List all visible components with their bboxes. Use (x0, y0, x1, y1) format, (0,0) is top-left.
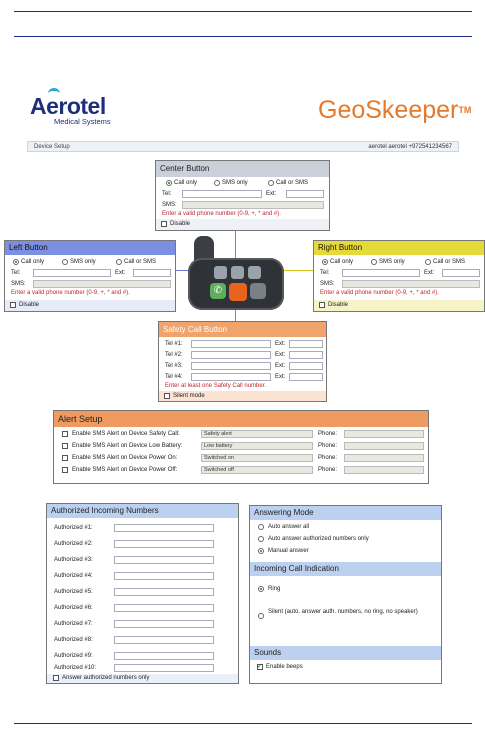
right-sms-label: SMS: (320, 281, 335, 287)
center-ext-input[interactable] (286, 190, 324, 198)
call-indication-title: Incoming Call Indication (250, 562, 441, 576)
left-call-or-sms-radio[interactable] (116, 259, 122, 265)
silent-radio[interactable] (258, 613, 264, 619)
safety-tel4-input[interactable] (191, 373, 271, 381)
left-error: Enter a valid phone number (0-9, +, * and #). (11, 290, 130, 296)
safety-tel2-input[interactable] (191, 351, 271, 359)
authorized-1-label: Authorized #1: (54, 525, 93, 531)
right-tel-label: Tel: (320, 270, 330, 276)
alert-power-off-text[interactable]: Switched off (201, 466, 313, 474)
left-ext-label: Ext: (115, 270, 126, 276)
safety-tel2-label: Tel #2: (165, 352, 183, 358)
safety-ext4-input[interactable] (289, 373, 323, 381)
left-tel-label: Tel: (11, 270, 21, 276)
authorized-only-row (47, 674, 238, 683)
auto-answer-authorized-label: Auto answer authorized numbers only (268, 536, 369, 542)
authorized-1-input[interactable] (114, 524, 214, 532)
header-rule (14, 36, 472, 37)
device-body (188, 258, 284, 310)
safety-tel4-label: Tel #4: (165, 374, 183, 380)
geoskeeper-logo (318, 96, 471, 124)
safety-ext2-input[interactable] (289, 351, 323, 359)
left-button-panel (4, 240, 176, 312)
answering-panel-title: Answering Mode (250, 506, 441, 520)
authorized-5-input[interactable] (114, 588, 214, 596)
alert-power-off-phone-label: Phone: (318, 467, 338, 473)
alert-power-off-checkbox[interactable] (62, 467, 68, 473)
safety-call-panel (158, 321, 327, 402)
center-sms-only-label: SMS only (222, 180, 248, 186)
authorized-3-label: Authorized #3: (54, 557, 93, 563)
left-disable-label: Disable (19, 302, 40, 308)
ring-radio[interactable] (258, 586, 264, 592)
center-disable-row (156, 219, 329, 230)
silent-label: Silent (auto. answer auth. numbers, no ring, no speaker) (268, 609, 418, 615)
alert-battery-text[interactable]: Low battery (201, 442, 313, 450)
left-call-only-radio[interactable] (13, 259, 19, 265)
alert-safety-checkbox[interactable] (62, 431, 68, 437)
center-call-only-label: Call only (174, 180, 198, 186)
safety-tel3-input[interactable] (191, 362, 271, 370)
authorized-10-label: Authorized #10: (54, 665, 97, 671)
center-panel-title: Center Button (156, 161, 329, 177)
device-call-button[interactable]: ✆ (210, 283, 226, 299)
alert-power-on-phone-label: Phone: (318, 455, 338, 461)
safety-tel1-input[interactable] (191, 340, 271, 348)
left-disable-row (5, 300, 175, 311)
authorized-7-label: Authorized #7: (54, 621, 93, 627)
enable-beeps-label: Enable beeps (266, 664, 303, 670)
center-ext-label: Ext: (266, 191, 277, 197)
center-call-or-sms-label: Call or SMS (276, 180, 309, 186)
center-disable-checkbox[interactable] (161, 221, 167, 227)
auto-answer-all-label: Auto answer all (268, 524, 310, 530)
center-sms-label: SMS: (162, 202, 177, 208)
center-disable-label: Disable (170, 221, 191, 227)
left-panel-title: Left Button (5, 241, 175, 255)
device-left-button[interactable] (214, 266, 227, 279)
left-ext-input[interactable] (133, 269, 171, 277)
authorized-numbers-panel (46, 503, 239, 684)
authorized-5-label: Authorized #5: (54, 589, 93, 595)
alert-safety-phone-label: Phone: (318, 431, 338, 437)
safety-silent-checkbox[interactable] (164, 393, 170, 399)
safety-tel1-label: Tel #1: (165, 341, 183, 347)
right-call-only-label: Call only (330, 259, 354, 265)
aerotel-logo (30, 94, 111, 126)
right-call-or-sms-radio[interactable] (425, 259, 431, 265)
right-tel-input[interactable] (342, 269, 420, 277)
center-tel-input[interactable] (182, 190, 262, 198)
aerotel-swoosh-icon (48, 88, 60, 99)
alert-power-on-checkbox[interactable] (62, 455, 68, 461)
left-sms-label: SMS: (11, 281, 26, 287)
geoskeeper-name: GeoSkeeper (318, 96, 459, 124)
safety-silent-label: Silent mode (173, 393, 205, 399)
alert-battery-phone-label: Phone: (318, 443, 338, 449)
right-panel-title: Right Button (314, 241, 484, 255)
authorized-6-input[interactable] (114, 604, 214, 612)
authorized-9-label: Authorized #9: (54, 653, 93, 659)
alert-power-on-phone-input[interactable] (344, 454, 424, 462)
left-disable-checkbox[interactable] (10, 302, 16, 308)
alert-safety-label: Enable SMS Alert on Device Safety Call: (72, 431, 180, 437)
center-button-panel (155, 160, 330, 231)
authorized-6-label: Authorized #6: (54, 605, 93, 611)
device-setup-bar (27, 141, 459, 152)
alert-power-off-phone-input[interactable] (344, 466, 424, 474)
center-error: Enter a valid phone number (0-9, +, * and #). (162, 211, 281, 217)
safety-ext1-label: Ext: (275, 341, 286, 347)
left-sms-input[interactable] (33, 280, 171, 288)
left-sms-only-label: SMS only (70, 259, 96, 265)
right-disable-row (314, 300, 484, 311)
aerotel-subtitle: Medical Systems (54, 117, 111, 126)
auto-answer-all-radio[interactable] (258, 524, 264, 530)
device-right-button[interactable] (248, 266, 261, 279)
right-call-only-radio[interactable] (322, 259, 328, 265)
aerotel-name: Aerotel (30, 93, 106, 119)
center-call-or-sms-radio[interactable] (268, 180, 274, 186)
top-rule (14, 11, 472, 12)
authorized-7-input[interactable] (114, 620, 214, 628)
left-tel-input[interactable] (33, 269, 111, 277)
alert-battery-checkbox[interactable] (62, 443, 68, 449)
authorized-10-input[interactable] (114, 664, 214, 672)
alert-battery-phone-input[interactable] (344, 442, 424, 450)
alert-power-on-label: Enable SMS Alert on Device Power On: (72, 455, 178, 461)
authorized-8-input[interactable] (114, 636, 214, 644)
alert-power-off-label: Enable SMS Alert on Device Power Off: (72, 467, 178, 473)
safety-ext2-label: Ext: (275, 352, 286, 358)
enable-beeps-checkbox[interactable] (257, 664, 263, 670)
alert-panel-title: Alert Setup (54, 411, 428, 427)
center-sms-only-radio[interactable] (214, 180, 220, 186)
authorized-4-input[interactable] (114, 572, 214, 580)
safety-error: Enter at least one Safety Call number. (165, 383, 267, 389)
alert-safety-text[interactable]: Safety alert (201, 430, 313, 438)
right-sms-input[interactable] (342, 280, 480, 288)
safety-panel-title: Safety Call Button (159, 322, 326, 337)
alert-setup-panel (53, 410, 429, 484)
center-call-only-radio[interactable] (166, 180, 172, 186)
right-error: Enter a valid phone number (0-9, +, * and #). (320, 290, 439, 296)
safety-ext1-input[interactable] (289, 340, 323, 348)
right-call-or-sms-label: Call or SMS (433, 259, 466, 265)
device-setup-title: Device Setup (34, 144, 70, 150)
center-tel-label: Tel: (162, 191, 172, 197)
left-sms-only-radio[interactable] (62, 259, 68, 265)
alert-power-on-text[interactable]: Switched on (201, 454, 313, 462)
authorized-only-label: Answer authorized numbers only (62, 675, 150, 681)
authorized-panel-title: Authorized Incoming Numbers (47, 504, 238, 518)
device-center-button[interactable] (231, 266, 244, 279)
safety-ext3-label: Ext: (275, 363, 286, 369)
manual-answer-label: Manual answer (268, 548, 309, 554)
authorized-4-label: Authorized #4: (54, 573, 93, 579)
authorized-2-label: Authorized #2: (54, 541, 93, 547)
right-disable-checkbox[interactable] (319, 302, 325, 308)
safety-ext4-label: Ext: (275, 374, 286, 380)
bottom-rule (14, 723, 472, 724)
safety-silent-row (159, 391, 326, 401)
safety-ext3-input[interactable] (289, 362, 323, 370)
safety-tel3-label: Tel #3: (165, 363, 183, 369)
manual-answer-radio[interactable] (258, 548, 264, 554)
right-button-panel (313, 240, 485, 312)
trademark: TM (458, 105, 472, 115)
answering-mode-panel (249, 505, 442, 684)
right-ext-input[interactable] (442, 269, 480, 277)
left-call-only-label: Call only (21, 259, 45, 265)
alert-safety-phone-input[interactable] (344, 430, 424, 438)
center-sms-input[interactable] (182, 201, 324, 209)
authorized-8-label: Authorized #8: (54, 637, 93, 643)
left-call-or-sms-label: Call or SMS (124, 259, 157, 265)
alert-battery-label: Enable SMS Alert on Device Low Battery: (72, 443, 183, 449)
device-safety-button[interactable] (229, 283, 247, 301)
device-hangup-button[interactable] (250, 283, 266, 299)
authorized-3-input[interactable] (114, 556, 214, 564)
sounds-title: Sounds (250, 646, 441, 660)
authorized-2-input[interactable] (114, 540, 214, 548)
auto-answer-authorized-radio[interactable] (258, 536, 264, 542)
authorized-only-checkbox[interactable] (53, 675, 59, 681)
account-info: aerotel aerotel +972541234567 (368, 144, 452, 150)
right-ext-label: Ext: (424, 270, 435, 276)
authorized-9-input[interactable] (114, 652, 214, 660)
right-sms-only-label: SMS only (379, 259, 405, 265)
ring-label: Ring (268, 586, 281, 592)
right-sms-only-radio[interactable] (371, 259, 377, 265)
right-disable-label: Disable (328, 302, 349, 308)
